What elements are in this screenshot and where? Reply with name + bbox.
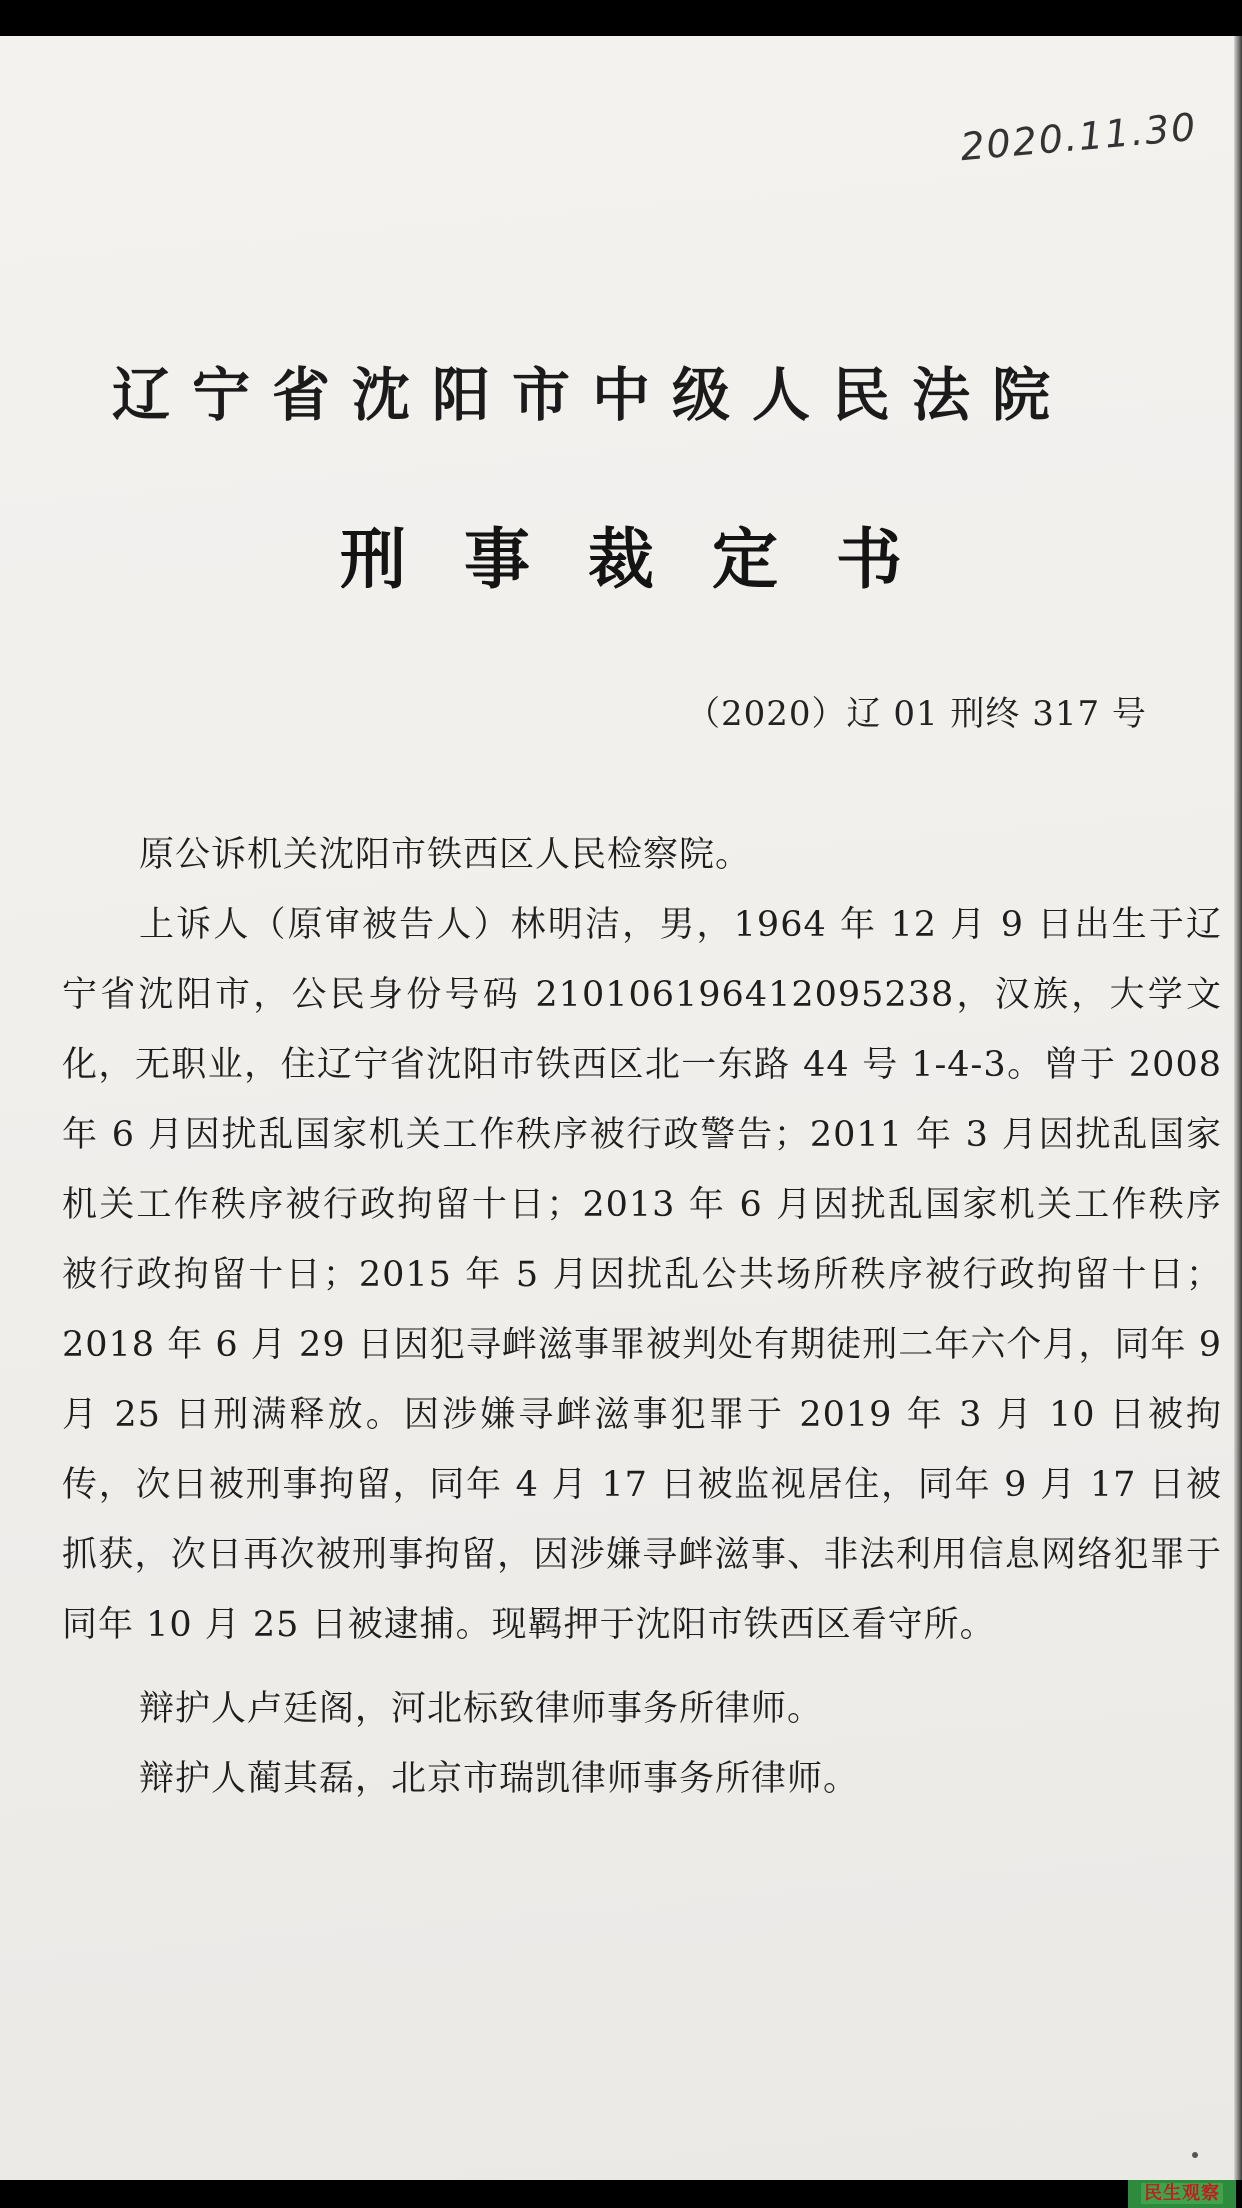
bottom-black-border bbox=[0, 2180, 1242, 2208]
watermark-badge bbox=[1128, 2180, 1236, 2208]
handwritten-date: 2020.11.30 bbox=[958, 104, 1200, 170]
case-number: （2020）辽 01 刑终 317 号 bbox=[686, 694, 1147, 734]
document-body bbox=[62, 820, 1222, 1814]
document-type-title: 刑事裁定书 bbox=[340, 521, 960, 598]
page-mark bbox=[1192, 2152, 1198, 2158]
appellant-paragraph: 上诉人（原审被告人）林明洁，男，1964 年 12 月 9 日出生于辽宁省沈阳市，公民身份号码 210106196412095238，汉族，大学文化，无职业，住辽宁省沈阳市铁西区北一东路 44 号 1-4-3。曾于 2008 年 6 月因扰乱国家机关工作秩序被行政警告；2011 年 3 月因扰乱国家机关工作秩序被行政拘留十日；2013 年 6 月因扰乱国家机关工作秩序被行政拘留十日；2015 年 5 月因扰乱公共场所秩序被行政拘留十日；2018 年 6 月 29 日因犯寻衅滋事罪被判处有期徒刑二年六个月，同年 9 月 25 日刑满释放。因涉嫌寻衅滋事犯罪于 2019 年 3 月 10 日被拘传，次日被刑事拘留，同年 4 月 17 日被监视居住，同年 9 月 17 日被抓获，次日再次被刑事拘留，因涉嫌寻衅滋事、非法利用信息网络犯罪于同年 10 月 25 日被逮捕。现羁押于沈阳市铁西区看守所。 bbox=[62, 905, 1222, 1645]
page-edge-shadow bbox=[1234, 36, 1242, 2180]
defender-paragraph-1: 辩护人卢廷阁，河北标致律师事务所律师。 bbox=[139, 1689, 824, 1729]
watermark-text: 民生观察 bbox=[1141, 2183, 1223, 2204]
prosecution-paragraph: 原公诉机关沈阳市铁西区人民检察院。 bbox=[139, 835, 752, 875]
defender-paragraph-2: 辩护人蔺其磊，北京市瑞凯律师事务所律师。 bbox=[139, 1759, 860, 1799]
top-black-border bbox=[0, 0, 1242, 36]
court-name-heading: 辽宁省沈阳市中级人民法院 bbox=[112, 361, 1073, 429]
